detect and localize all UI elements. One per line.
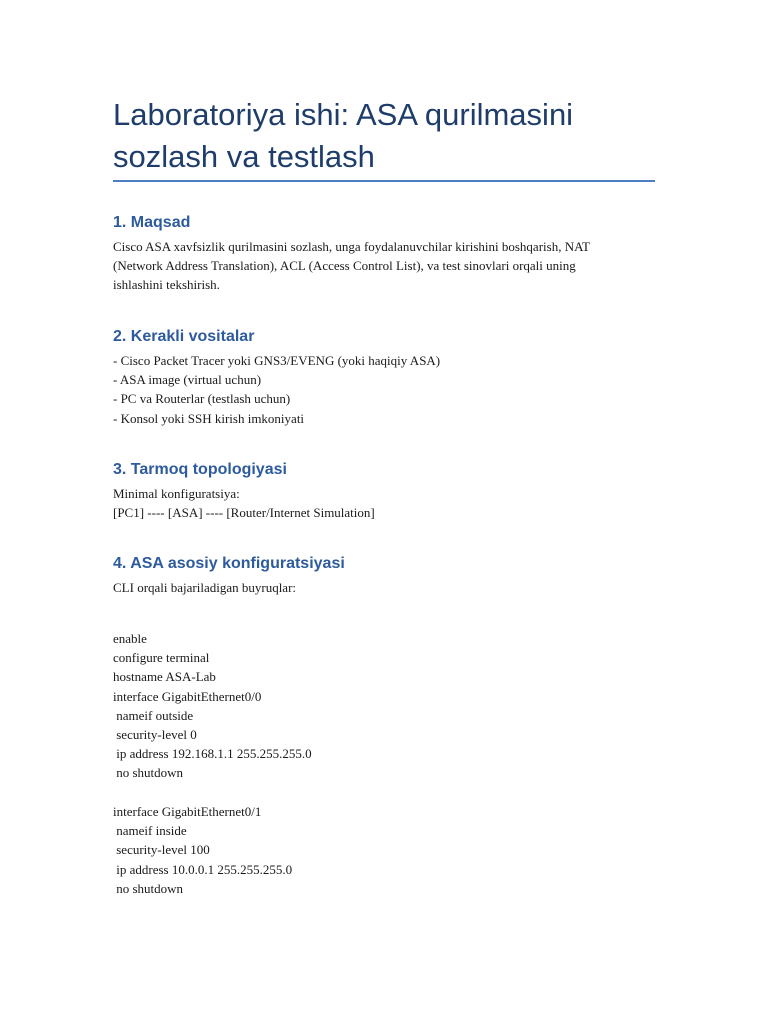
cli-line: ip address 192.168.1.1 255.255.255.0 [113, 746, 312, 762]
cli-line: no shutdown [113, 765, 184, 781]
cli-command-block [113, 802, 655, 898]
cli-line: configure terminal [113, 650, 210, 666]
section-heading-kerakli-vositalar: 2. Kerakli vositalar [113, 328, 255, 345]
list-item: - PC va Routerlar (testlash uchun) [113, 391, 291, 407]
list-item: - Konsol yoki SSH kirish imkoniyati [113, 410, 305, 426]
title-line: Laboratoriya ishi: ASA qurilmasini [113, 97, 574, 132]
cli-line: ip address 10.0.0.1 255.255.255.0 [113, 861, 293, 877]
section-heading-tarmoq-topologiyasi: 3. Tarmoq topologiyasi [113, 461, 287, 478]
text-line: [PC1] ---- [ASA] ---- [Router/Internet Simulation] [113, 505, 375, 521]
section-body-tarmoq-topologiyasi [113, 484, 655, 522]
title-underline [113, 180, 655, 182]
text-line: Cisco ASA xavfsizlik qurilmasini sozlash, unga foydalanuvchilar kirishini boshqarish, NAT [113, 239, 590, 254]
cli-line: interface GigabitEthernet0/1 [113, 804, 262, 819]
cli-line: security-level 100 [113, 842, 210, 858]
cli-line: security-level 0 [113, 727, 197, 743]
cli-command-block [113, 629, 655, 783]
cli-line: no shutdown [113, 880, 184, 896]
cli-line: enable [113, 631, 147, 646]
document-title [113, 94, 655, 178]
text-line: Minimal konfiguratsiya: [113, 486, 240, 501]
section-body-maqsad [113, 237, 655, 295]
cli-line: nameif inside [113, 823, 187, 839]
title-line: sozlash va testlash [113, 139, 375, 174]
text-line: ishlashini tekshirish. [113, 277, 220, 293]
cli-line: interface GigabitEthernet0/0 [113, 688, 262, 704]
cli-line: hostname ASA-Lab [113, 669, 216, 685]
section-heading-maqsad: 1. Maqsad [113, 214, 191, 231]
section-heading-asa-konfiguratsiyasi: 4. ASA asosiy konfiguratsiyasi [113, 555, 345, 572]
section-body-asa-konfiguratsiyasi [113, 578, 655, 597]
cli-line: nameif outside [113, 707, 194, 723]
section-body-kerakli-vositalar [113, 351, 655, 428]
text-line: CLI orqali bajariladigan buyruqlar: [113, 580, 297, 595]
list-item: - ASA image (virtual uchun) [113, 372, 262, 388]
list-item: - Cisco Packet Tracer yoki GNS3/EVENG (yoki haqiqiy ASA) [113, 353, 441, 368]
text-line: (Network Address Translation), ACL (Access Control List), va test sinovlari orqali uning [113, 258, 576, 274]
